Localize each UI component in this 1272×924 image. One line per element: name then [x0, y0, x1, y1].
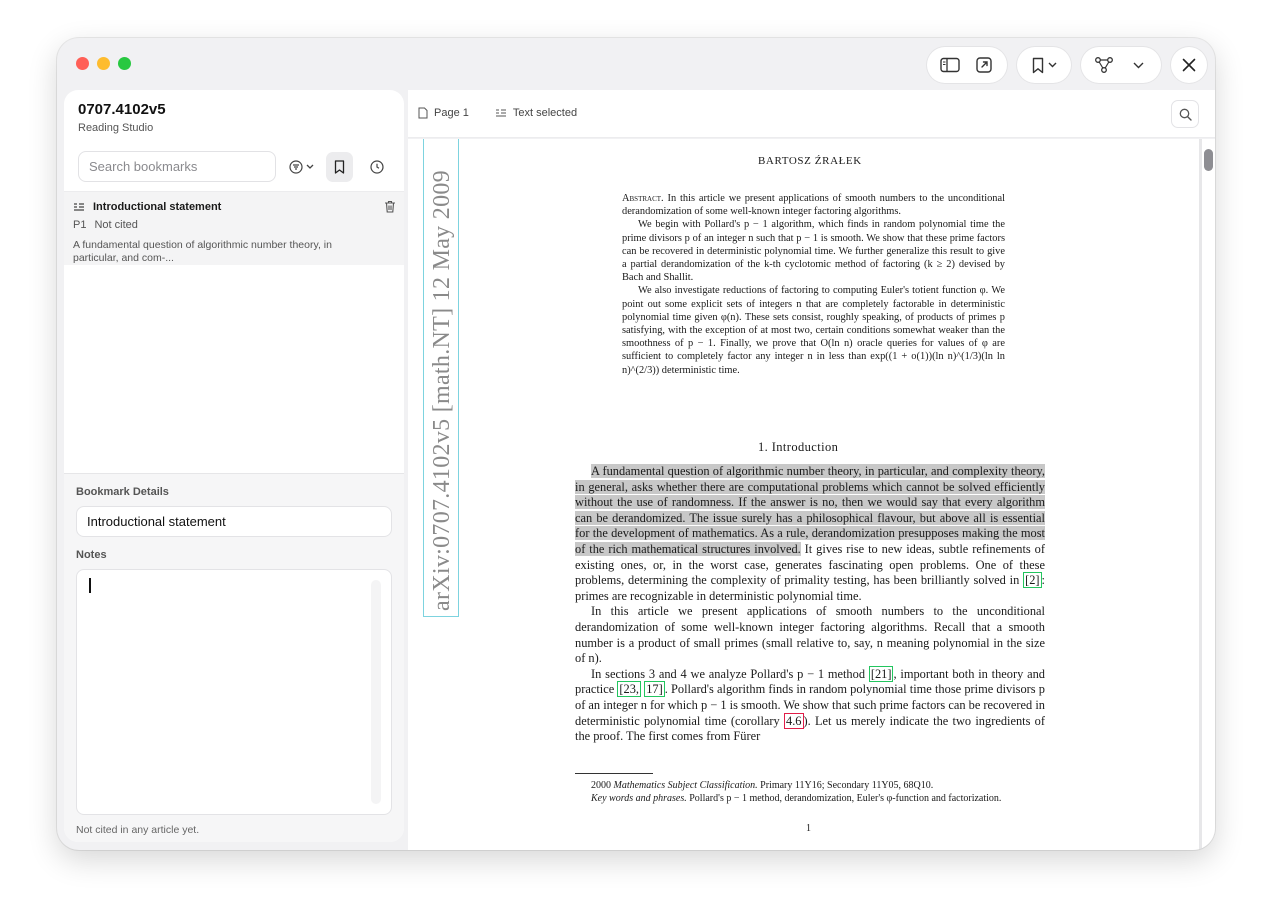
highlighted-selection[interactable]: A fundamental question of algorithmic number theory, in particular, and complexity theory, in general, asks whether there are computational problems which cannot be solved efficiently without the use of randomness. If the answer is no, then we would say that every algorithm can be derandomized. The issue surely has a philosophical flavour, but above all is essential for the development of mathematics. As a rule, derandomization presupposes making the most of the rich mathematical structures involved.	[575, 464, 1045, 556]
selection-indicator: Text selected	[512, 107, 578, 119]
close-icon	[1182, 58, 1196, 72]
footnotes	[575, 780, 1045, 805]
page-icon	[418, 107, 428, 119]
app-subtitle: Reading Studio	[78, 122, 154, 134]
sidebar-header	[64, 90, 404, 146]
document-viewer[interactable]	[408, 139, 1215, 850]
close-window-button[interactable]	[76, 57, 89, 70]
page-number: 1	[806, 823, 811, 834]
citation-link[interactable]: [23,	[619, 682, 640, 697]
graph-menu-button[interactable]	[1121, 48, 1155, 82]
notes-label: Notes	[76, 549, 107, 561]
chevron-down-icon	[1048, 62, 1057, 68]
footnote-italic: Mathematics Subject Classification.	[613, 780, 758, 791]
delete-bookmark-button[interactable]	[384, 200, 396, 213]
filter-button[interactable]	[286, 152, 316, 182]
footnote-text: 2000	[591, 780, 614, 791]
abstract-p2: We begin with Pollard's p − 1 algorithm, which finds in random polynomial time the prime divisors p of an integer n such that p − 1 is smooth. We show that these prime factors can be recovered in deterministic polynomial time. We further generalize this result to give a partial derandomization of the k-th cyclotomic method of factoring (k ≥ 2) devised by Bach and Shallit.	[622, 219, 1005, 284]
text-caret	[89, 578, 91, 593]
bookmark-icon	[334, 160, 345, 174]
details-heading: Bookmark Details	[76, 486, 169, 498]
search-icon	[1179, 108, 1192, 121]
bookmark-controls	[1017, 47, 1071, 83]
footnote-rule	[575, 773, 653, 774]
app-window	[57, 38, 1215, 850]
footnote-text: Primary 11Y16; Secondary 11Y05, 68Q10.	[757, 780, 934, 791]
open-external-button[interactable]	[967, 48, 1001, 82]
intro-text-end: : primes are recognizable in deterministic polynomial time.	[575, 573, 1045, 603]
history-button[interactable]	[363, 152, 390, 182]
para3-text: . Pollard's algorithm finds in random polynomial time those prime divisors p of an integer n for which p − 1 is smooth. We show that such prime factors can be recovered in deterministic polynomial time (corollary	[575, 682, 1046, 728]
intro-text: It gives rise to new ideas, subtle refinements of existing ones, or, in the worst case, generates fascinating open problems. One of these problems, determining the complexity of primality testing, has been brilliantly solved in	[575, 541, 1045, 588]
citation-link[interactable]: [21]	[870, 666, 892, 681]
view-controls	[927, 47, 1007, 83]
toggle-sidebar-button[interactable]	[933, 48, 967, 82]
search-bookmarks-input[interactable]	[78, 151, 276, 182]
paper-abstract	[622, 192, 1005, 377]
window-controls	[76, 57, 131, 70]
paragraph-2: In this article we present applications of smooth numbers to the unconditional derandomization of some well-known integer factoring algorithms. Recall that a smooth number is a product of small primes (small relative to, say, n meaning polynomial in the size of n).	[575, 604, 1045, 666]
arxiv-stamp-text: arXiv:0707.4102v5 [math.NT] 12 May 2009	[429, 170, 455, 611]
bookmark-status: Not cited	[94, 219, 138, 231]
bookmark-icon	[1032, 57, 1044, 74]
text-selection-icon	[73, 202, 85, 212]
para3-text: , important both in theory and practice	[575, 666, 1045, 697]
document-title: 0707.4102v5	[78, 101, 166, 118]
graph-controls	[1081, 47, 1161, 83]
footnote-text: Pollard's p − 1 method, derandomization, Euler's φ-function and factorization.	[686, 792, 1002, 804]
external-link-icon	[975, 56, 993, 74]
section-heading: 1. Introduction	[758, 440, 839, 454]
chevron-down-icon	[306, 164, 314, 169]
pdf-page[interactable]	[408, 139, 1199, 850]
para3-text: ). Let us merely indicate the two ingredients of the proof. The first comes from Fürer	[575, 713, 1045, 744]
sidebar-icon	[940, 57, 960, 73]
bookmarks-sidebar	[64, 90, 404, 842]
paper-body[interactable]	[575, 464, 1045, 745]
document-search-button[interactable]	[1171, 100, 1199, 128]
corollary-link[interactable]: 4.6	[786, 713, 802, 728]
bookmark-title: Introductional statement	[93, 200, 222, 213]
citation-status-footer: Not cited in any article yet.	[76, 824, 200, 836]
bookmark-snippet: A fundamental question of algorithmic number theory, in particular, and com-...	[73, 239, 332, 264]
abstract-heading: Abstract.	[622, 193, 664, 204]
para3-text: In sections 3 and 4 we analyze Pollard's p − 1 method	[591, 666, 869, 681]
zoom-window-button[interactable]	[118, 57, 131, 70]
notes-scrollbar[interactable]	[371, 580, 381, 804]
chevron-down-icon	[1133, 62, 1144, 69]
clock-icon	[370, 160, 384, 174]
citation-link[interactable]: [2]	[1025, 573, 1040, 588]
bookmark-menu-button[interactable]	[1023, 48, 1065, 82]
bookmark-details-panel	[64, 474, 404, 842]
filter-icon	[289, 160, 303, 174]
abstract-p3: We also investigate reductions of factoring to computing Euler's totient function φ. We point out some explicit sets of integers n that are completely factorable in deterministic polynomial time given φ(n). These sets consist, roughly speaking, of products of primes p satisfying, with the exception of at most two, certain conditions somewhat weaker than the smoothness of p − 1. Finally, we prove that O(ln n) oracle queries for values of φ are sufficient to completely factor any integer n in less than exp((1 + o(1))(ln n)^(1/3)(ln ln n)^(2/3)) deterministic time.	[622, 285, 1005, 376]
arxiv-stamp	[423, 139, 459, 617]
paper-author: BARTOSZ ŹRAŁEK	[758, 155, 862, 167]
bookmark-list-item[interactable]	[64, 192, 404, 265]
notes-textarea[interactable]	[76, 569, 392, 815]
window-toolbar	[927, 47, 1207, 83]
graph-view-button[interactable]	[1087, 48, 1121, 82]
bookmarks-tab-button[interactable]	[326, 152, 353, 182]
bookmark-title-field[interactable]	[76, 506, 392, 537]
scrollbar-thumb[interactable]	[1204, 149, 1213, 171]
viewer-toolbar	[408, 90, 1215, 138]
abstract-p1: In this article we present applications of smooth numbers to the unconditional derandomization of some well-known integer factoring algorithms.	[622, 193, 1005, 218]
text-selection-icon	[495, 108, 507, 118]
page-indicator: Page 1	[434, 107, 469, 119]
bookmark-search-row	[78, 151, 390, 182]
footnote-italic: Key words and phrases.	[591, 792, 687, 804]
citation-link[interactable]: 17]	[646, 682, 663, 697]
bookmark-page: P1	[73, 219, 87, 231]
close-button[interactable]	[1171, 47, 1207, 83]
graph-nodes-icon	[1094, 56, 1114, 74]
minimize-window-button[interactable]	[97, 57, 110, 70]
trash-icon	[384, 200, 396, 213]
document-scrollbar[interactable]	[1202, 139, 1215, 850]
